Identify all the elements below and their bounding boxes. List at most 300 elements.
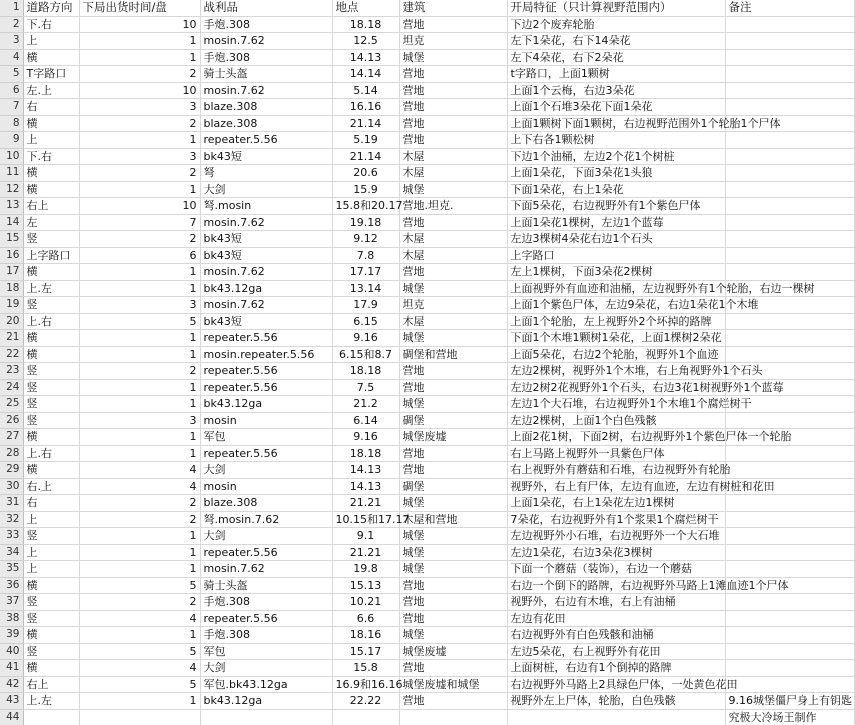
direction-cell[interactable]: 竖 — [23, 528, 79, 545]
next-time-cell[interactable]: 1 — [79, 396, 200, 413]
next-time-cell[interactable]: 2 — [79, 511, 200, 528]
notes-cell[interactable] — [725, 346, 854, 363]
notes-cell[interactable] — [725, 528, 854, 545]
header-direction[interactable]: 道路方向 — [23, 0, 79, 16]
direction-cell[interactable]: 竖 — [23, 610, 79, 627]
next-time-cell[interactable]: 1 — [79, 181, 200, 198]
loot-cell[interactable]: mosin.7.62 — [200, 297, 332, 314]
location-cell[interactable]: 15.13 — [332, 577, 399, 594]
next-time-cell[interactable]: 3 — [79, 148, 200, 165]
location-cell[interactable]: 18.18 — [332, 16, 399, 33]
features-cell[interactable]: t字路口，上面1颗树 — [507, 66, 725, 83]
location-cell[interactable]: 6.6 — [332, 610, 399, 627]
direction-cell[interactable]: 竖 — [23, 297, 79, 314]
direction-cell[interactable]: 横 — [23, 264, 79, 281]
building-cell[interactable]: 碉堡 — [399, 412, 507, 429]
features-cell[interactable] — [507, 709, 725, 725]
row-number: 21 — [0, 330, 23, 347]
notes-cell[interactable] — [725, 16, 854, 33]
features-cell[interactable]: 左边5朵花，右上视野外有花田 — [507, 643, 725, 660]
header-location[interactable]: 地点 — [332, 0, 399, 16]
location-cell[interactable]: 16.16 — [332, 99, 399, 116]
direction-cell[interactable]: 上.左 — [23, 280, 79, 297]
notes-cell[interactable] — [725, 594, 854, 611]
building-cell[interactable]: 城堡 — [399, 627, 507, 644]
loot-cell[interactable]: bk43短 — [200, 231, 332, 248]
notes-cell[interactable] — [725, 462, 854, 479]
next-time-cell[interactable]: 10 — [79, 16, 200, 33]
notes-cell[interactable] — [725, 313, 854, 330]
loot-cell[interactable]: mosin.7.62 — [200, 214, 332, 231]
next-time-cell[interactable]: 1 — [79, 379, 200, 396]
features-cell[interactable]: 7朵花，右边视野外有1个浆果1个腐烂树干 — [507, 511, 725, 528]
direction-cell[interactable]: 竖 — [23, 643, 79, 660]
building-cell[interactable]: 营地 — [399, 577, 507, 594]
notes-cell[interactable] — [725, 561, 854, 578]
direction-cell[interactable]: 竖 — [23, 379, 79, 396]
building-cell[interactable]: 木屋 — [399, 231, 507, 248]
location-cell[interactable]: 18.16 — [332, 627, 399, 644]
direction-cell[interactable]: 横 — [23, 346, 79, 363]
loot-cell[interactable]: 手炮.308 — [200, 16, 332, 33]
next-time-cell[interactable]: 1 — [79, 528, 200, 545]
next-time-cell[interactable]: 4 — [79, 610, 200, 627]
direction-cell[interactable]: 上.右 — [23, 445, 79, 462]
direction-cell[interactable]: 右 — [23, 99, 79, 116]
next-time-cell[interactable]: 1 — [79, 693, 200, 710]
loot-cell[interactable]: repeater.5.56 — [200, 379, 332, 396]
direction-cell[interactable]: 上.右 — [23, 313, 79, 330]
direction-cell[interactable]: 横 — [23, 660, 79, 677]
loot-cell[interactable]: mosin.7.62 — [200, 33, 332, 50]
location-cell[interactable]: 17.17 — [332, 264, 399, 281]
loot-cell[interactable]: mosin.7.62 — [200, 561, 332, 578]
direction-cell[interactable]: 左 — [23, 214, 79, 231]
loot-cell[interactable]: 骑士头盔 — [200, 66, 332, 83]
location-cell[interactable]: 18.18 — [332, 363, 399, 380]
notes-cell[interactable] — [725, 643, 854, 660]
loot-cell[interactable]: mosin — [200, 412, 332, 429]
features-cell[interactable]: 下面1朵花，右上1朵花 — [507, 181, 725, 198]
building-cell[interactable]: 坦克 — [399, 297, 507, 314]
location-cell[interactable]: 14.13 — [332, 49, 399, 66]
next-time-cell[interactable] — [79, 709, 200, 725]
loot-cell[interactable]: 弩.mosin — [200, 198, 332, 215]
loot-cell[interactable]: 骑士头盔 — [200, 577, 332, 594]
features-cell[interactable]: 下边1个油桶，左边2个花1个树桩 — [507, 148, 725, 165]
direction-cell[interactable]: 左.上 — [23, 82, 79, 99]
notes-cell[interactable] — [725, 82, 854, 99]
notes-cell[interactable] — [725, 198, 854, 215]
building-cell[interactable]: 木屋 — [399, 247, 507, 264]
direction-cell[interactable]: 右.上 — [23, 478, 79, 495]
next-time-cell[interactable]: 1 — [79, 561, 200, 578]
building-cell[interactable]: 城堡 — [399, 396, 507, 413]
loot-cell[interactable]: repeater.5.56 — [200, 363, 332, 380]
direction-cell[interactable]: 横 — [23, 577, 79, 594]
building-cell[interactable]: 木屋 — [399, 165, 507, 182]
next-time-cell[interactable]: 1 — [79, 280, 200, 297]
direction-cell[interactable]: 横 — [23, 165, 79, 182]
features-cell[interactable]: 上字路口 — [507, 247, 725, 264]
next-time-cell[interactable]: 4 — [79, 660, 200, 677]
features-cell[interactable]: 上下右各1颗松树 — [507, 132, 725, 149]
building-cell[interactable]: 营地.坦克. — [399, 198, 507, 215]
features-cell[interactable]: 左边视野外小石堆，右边视野外一个大石堆 — [507, 528, 725, 545]
building-cell[interactable]: 营地 — [399, 610, 507, 627]
direction-cell[interactable] — [23, 709, 79, 725]
location-cell[interactable]: 17.9 — [332, 297, 399, 314]
building-cell[interactable]: 营地 — [399, 363, 507, 380]
location-cell[interactable]: 14.13 — [332, 478, 399, 495]
notes-cell[interactable] — [725, 610, 854, 627]
building-cell[interactable]: 碉堡和营地 — [399, 346, 507, 363]
next-time-cell[interactable]: 4 — [79, 478, 200, 495]
features-cell[interactable]: 上面树桩，右边有1个倒掉的路牌 — [507, 660, 725, 677]
loot-cell[interactable]: mosin — [200, 478, 332, 495]
location-cell[interactable]: 15.8 — [332, 660, 399, 677]
header-next-time[interactable]: 下局出货时间/盘 — [79, 0, 200, 16]
building-cell[interactable]: 营地 — [399, 660, 507, 677]
direction-cell[interactable]: 竖 — [23, 231, 79, 248]
features-cell[interactable]: 上面1朵花，下面3朵花1头狼 — [507, 165, 725, 182]
next-time-cell[interactable]: 2 — [79, 594, 200, 611]
location-cell[interactable]: 21.21 — [332, 544, 399, 561]
next-time-cell[interactable]: 2 — [79, 495, 200, 512]
loot-cell[interactable]: mosin.7.62 — [200, 82, 332, 99]
next-time-cell[interactable]: 2 — [79, 231, 200, 248]
direction-cell[interactable]: 上 — [23, 544, 79, 561]
loot-cell[interactable]: repeater.5.56 — [200, 445, 332, 462]
notes-cell[interactable] — [725, 181, 854, 198]
direction-cell[interactable]: 竖 — [23, 363, 79, 380]
loot-cell[interactable]: bk43短 — [200, 247, 332, 264]
location-cell[interactable]: 15.17 — [332, 643, 399, 660]
features-cell[interactable]: 上面5朵花，右边2个轮胎，视野外1个血迹 — [507, 346, 725, 363]
features-cell[interactable]: 左边1朵花，右边3朵花3棵树 — [507, 544, 725, 561]
features-cell[interactable]: 右上视野外有蘑菇和石堆，右边视野外有轮胎 — [507, 462, 725, 479]
building-cell[interactable]: 城堡废墟 — [399, 429, 507, 446]
features-cell[interactable]: 右边视野外有白色残骸和油桶 — [507, 627, 725, 644]
notes-cell[interactable] — [725, 49, 854, 66]
direction-cell[interactable]: 右上 — [23, 676, 79, 693]
next-time-cell[interactable]: 5 — [79, 676, 200, 693]
building-cell[interactable]: 城堡 — [399, 49, 507, 66]
features-cell[interactable]: 上面1个云梅，右边3朵花 — [507, 82, 725, 99]
header-building[interactable]: 建筑 — [399, 0, 507, 16]
location-cell[interactable]: 9.1 — [332, 528, 399, 545]
loot-cell[interactable]: repeater.5.56 — [200, 330, 332, 347]
features-cell[interactable]: 上面1个石堆3朵花下面1朵花 — [507, 99, 725, 116]
location-cell[interactable]: 21.14 — [332, 115, 399, 132]
direction-cell[interactable]: 竖 — [23, 412, 79, 429]
building-cell[interactable]: 城堡 — [399, 280, 507, 297]
next-time-cell[interactable]: 2 — [79, 363, 200, 380]
features-cell[interactable]: 下面1个木堆1颗树1朵花，上面1棵树2朵花 — [507, 330, 725, 347]
next-time-cell[interactable]: 5 — [79, 643, 200, 660]
next-time-cell[interactable]: 1 — [79, 445, 200, 462]
location-cell[interactable]: 10.15和17.17 — [332, 511, 399, 528]
next-time-cell[interactable]: 1 — [79, 49, 200, 66]
building-cell[interactable]: 营地 — [399, 82, 507, 99]
location-cell[interactable]: 14.13 — [332, 462, 399, 479]
location-cell[interactable]: 16.9和16.16 — [332, 676, 399, 693]
loot-cell[interactable]: 军包 — [200, 643, 332, 660]
location-cell[interactable]: 5.14 — [332, 82, 399, 99]
notes-cell[interactable] — [725, 33, 854, 50]
next-time-cell[interactable]: 1 — [79, 627, 200, 644]
notes-cell[interactable] — [725, 660, 854, 677]
features-cell[interactable]: 下边2个废弃轮胎 — [507, 16, 725, 33]
loot-cell[interactable]: blaze.308 — [200, 99, 332, 116]
features-cell[interactable]: 上面1朵花1棵树，左边1个蓝莓 — [507, 214, 725, 231]
features-cell[interactable]: 左边1个大石堆，右边视野外1个木堆1个腐烂树干 — [507, 396, 725, 413]
location-cell[interactable]: 21.14 — [332, 148, 399, 165]
loot-cell[interactable]: bk43短 — [200, 148, 332, 165]
features-cell[interactable]: 左边2棵树，视野外1个木堆，右上角视野外1个石头 — [507, 363, 725, 380]
location-cell[interactable]: 12.5 — [332, 33, 399, 50]
direction-cell[interactable]: 竖 — [23, 396, 79, 413]
next-time-cell[interactable]: 7 — [79, 214, 200, 231]
notes-cell[interactable] — [725, 66, 854, 83]
header-features[interactable]: 开局特征（只计算视野范围内） — [507, 0, 725, 16]
next-time-cell[interactable]: 2 — [79, 115, 200, 132]
location-cell[interactable]: 15.9 — [332, 181, 399, 198]
next-time-cell[interactable]: 2 — [79, 165, 200, 182]
next-time-cell[interactable]: 1 — [79, 544, 200, 561]
loot-cell[interactable]: bk43.12ga — [200, 396, 332, 413]
next-time-cell[interactable]: 3 — [79, 99, 200, 116]
loot-cell[interactable]: 弩.mosin.7.62 — [200, 511, 332, 528]
notes-cell[interactable] — [725, 412, 854, 429]
features-cell[interactable]: 上面1个轮胎，左上视野外2个坏掉的路牌 — [507, 313, 725, 330]
notes-cell[interactable] — [725, 544, 854, 561]
location-cell[interactable]: 9.12 — [332, 231, 399, 248]
notes-cell[interactable] — [725, 231, 854, 248]
building-cell[interactable]: 碉堡 — [399, 478, 507, 495]
loot-cell[interactable]: 弩 — [200, 165, 332, 182]
location-cell[interactable]: 21.21 — [332, 495, 399, 512]
features-cell[interactable]: 视野外，右上有尸体，左边有血迹，左边有树桩和花田 — [507, 478, 725, 495]
next-time-cell[interactable]: 3 — [79, 297, 200, 314]
loot-cell[interactable]: repeater.5.56 — [200, 132, 332, 149]
loot-cell[interactable]: 手炮.308 — [200, 594, 332, 611]
loot-cell[interactable]: 手炮.308 — [200, 627, 332, 644]
notes-cell[interactable] — [725, 676, 854, 693]
direction-cell[interactable]: 上.左 — [23, 693, 79, 710]
notes-cell[interactable] — [725, 132, 854, 149]
loot-cell[interactable]: 军包.bk43.12ga — [200, 676, 332, 693]
location-cell[interactable]: 20.6 — [332, 165, 399, 182]
features-cell[interactable]: 左边2棵树，上面1个白色残骸 — [507, 412, 725, 429]
next-time-cell[interactable]: 5 — [79, 577, 200, 594]
loot-cell[interactable]: repeater.5.56 — [200, 544, 332, 561]
notes-cell[interactable]: 9.16城堡僵尸身上有钥匙 — [725, 693, 854, 710]
next-time-cell[interactable]: 3 — [79, 412, 200, 429]
direction-cell[interactable]: 下.右 — [23, 16, 79, 33]
loot-cell[interactable]: blaze.308 — [200, 115, 332, 132]
direction-cell[interactable]: 右 — [23, 495, 79, 512]
next-time-cell[interactable]: 1 — [79, 264, 200, 281]
building-cell[interactable]: 营地 — [399, 66, 507, 83]
direction-cell[interactable]: 上 — [23, 33, 79, 50]
location-cell[interactable]: 13.14 — [332, 280, 399, 297]
features-cell[interactable]: 左边3棵树4朵花右边1个石头 — [507, 231, 725, 248]
features-cell[interactable]: 上面视野外有血迹和油桶，左边视野外有1个轮胎，右边一棵树 — [507, 280, 725, 297]
loot-cell[interactable]: repeater.5.56 — [200, 610, 332, 627]
notes-cell[interactable] — [725, 214, 854, 231]
building-cell[interactable]: 营地 — [399, 99, 507, 116]
location-cell[interactable]: 22.22 — [332, 693, 399, 710]
loot-cell[interactable]: mosin.7.62 — [200, 264, 332, 281]
features-cell[interactable]: 上面1颗树下面1颗树，右边视野范围外1个轮胎1个尸体 — [507, 115, 725, 132]
direction-cell[interactable]: 横 — [23, 330, 79, 347]
building-cell[interactable]: 城堡 — [399, 561, 507, 578]
features-cell[interactable]: 左下1朵花，右下14朵花 — [507, 33, 725, 50]
building-cell[interactable]: 营地 — [399, 214, 507, 231]
next-time-cell[interactable]: 5 — [79, 313, 200, 330]
building-cell[interactable]: 木屋 — [399, 313, 507, 330]
notes-cell[interactable] — [725, 445, 854, 462]
next-time-cell[interactable]: 10 — [79, 198, 200, 215]
location-cell[interactable] — [332, 709, 399, 725]
location-cell[interactable]: 10.21 — [332, 594, 399, 611]
loot-cell[interactable]: 大剑 — [200, 462, 332, 479]
building-cell[interactable]: 城堡 — [399, 330, 507, 347]
loot-cell[interactable]: 大剑 — [200, 660, 332, 677]
features-cell[interactable]: 左边有花田 — [507, 610, 725, 627]
building-cell[interactable]: 城堡 — [399, 544, 507, 561]
direction-cell[interactable]: 横 — [23, 49, 79, 66]
building-cell[interactable]: 城堡 — [399, 495, 507, 512]
next-time-cell[interactable]: 6 — [79, 247, 200, 264]
notes-cell[interactable] — [725, 330, 854, 347]
direction-cell[interactable]: 横 — [23, 429, 79, 446]
location-cell[interactable]: 6.15和8.7 — [332, 346, 399, 363]
features-cell[interactable]: 下面5朵花，右边视野外有1个紫色尸体 — [507, 198, 725, 215]
building-cell[interactable]: 城堡 — [399, 181, 507, 198]
notes-cell[interactable] — [725, 511, 854, 528]
next-time-cell[interactable]: 1 — [79, 346, 200, 363]
building-cell[interactable] — [399, 709, 507, 725]
notes-cell[interactable] — [725, 627, 854, 644]
loot-cell[interactable]: bk43短 — [200, 313, 332, 330]
direction-cell[interactable]: T字路口 — [23, 66, 79, 83]
building-cell[interactable]: 城堡 — [399, 528, 507, 545]
next-time-cell[interactable]: 2 — [79, 66, 200, 83]
direction-cell[interactable]: 上 — [23, 561, 79, 578]
direction-cell[interactable]: 横 — [23, 462, 79, 479]
loot-cell[interactable]: 军包 — [200, 429, 332, 446]
location-cell[interactable]: 19.18 — [332, 214, 399, 231]
direction-cell[interactable]: 上 — [23, 132, 79, 149]
building-cell[interactable]: 坦克 — [399, 33, 507, 50]
building-cell[interactable]: 城堡废墟 — [399, 643, 507, 660]
loot-cell[interactable] — [200, 709, 332, 725]
direction-cell[interactable]: 横 — [23, 627, 79, 644]
location-cell[interactable]: 19.8 — [332, 561, 399, 578]
building-cell[interactable]: 营地 — [399, 16, 507, 33]
location-cell[interactable]: 7.8 — [332, 247, 399, 264]
next-time-cell[interactable]: 1 — [79, 33, 200, 50]
location-cell[interactable]: 9.16 — [332, 330, 399, 347]
features-cell[interactable]: 右边视野外马路上2具绿色尸体，一处黄色花田 — [507, 676, 725, 693]
credit-cell[interactable]: 究极大冷场王制作 — [725, 709, 854, 725]
features-cell[interactable]: 右边一个倒下的路牌，右边视野外马路上1滩血迹1个尸体 — [507, 577, 725, 594]
features-cell[interactable]: 左下4朵花，右下2朵花 — [507, 49, 725, 66]
features-cell[interactable]: 左边2树2花视野外1个石头，右边3花1树视野外1个蓝莓 — [507, 379, 725, 396]
location-cell[interactable]: 15.8和20.17 — [332, 198, 399, 215]
building-cell[interactable]: 营地 — [399, 594, 507, 611]
building-cell[interactable]: 城堡废墟和城堡 — [399, 676, 507, 693]
loot-cell[interactable]: blaze.308 — [200, 495, 332, 512]
header-notes[interactable]: 备注 — [725, 0, 854, 16]
notes-cell[interactable] — [725, 165, 854, 182]
direction-cell[interactable]: 上字路口 — [23, 247, 79, 264]
building-cell[interactable]: 营地 — [399, 115, 507, 132]
direction-cell[interactable]: 上 — [23, 511, 79, 528]
location-cell[interactable]: 21.2 — [332, 396, 399, 413]
next-time-cell[interactable]: 1 — [79, 429, 200, 446]
direction-cell[interactable]: 横 — [23, 115, 79, 132]
loot-cell[interactable]: 手炮.308 — [200, 49, 332, 66]
location-cell[interactable]: 5.19 — [332, 132, 399, 149]
header-loot[interactable]: 战利品 — [200, 0, 332, 16]
building-cell[interactable]: 营地 — [399, 462, 507, 479]
notes-cell[interactable] — [725, 247, 854, 264]
building-cell[interactable]: 木屋 — [399, 148, 507, 165]
building-cell[interactable]: 营地 — [399, 132, 507, 149]
features-cell[interactable]: 左上1棵树，下面3朵花2棵树 — [507, 264, 725, 281]
loot-cell[interactable]: 大剑 — [200, 181, 332, 198]
building-cell[interactable]: 木屋和营地 — [399, 511, 507, 528]
next-time-cell[interactable]: 1 — [79, 330, 200, 347]
next-time-cell[interactable]: 10 — [79, 82, 200, 99]
location-cell[interactable]: 6.14 — [332, 412, 399, 429]
notes-cell[interactable] — [725, 495, 854, 512]
features-cell[interactable]: 上面2花1树，下面2树，右边视野外1个紫色尸体一个轮胎 — [507, 429, 725, 446]
location-cell[interactable]: 6.15 — [332, 313, 399, 330]
direction-cell[interactable]: 下.右 — [23, 148, 79, 165]
direction-cell[interactable]: 横 — [23, 181, 79, 198]
features-cell[interactable]: 上面1朵花，右上1朵花左边1棵树 — [507, 495, 725, 512]
notes-cell[interactable] — [725, 264, 854, 281]
building-cell[interactable]: 营地 — [399, 445, 507, 462]
location-cell[interactable]: 7.5 — [332, 379, 399, 396]
loot-cell[interactable]: 大剑 — [200, 528, 332, 545]
notes-cell[interactable] — [725, 99, 854, 116]
notes-cell[interactable] — [725, 148, 854, 165]
features-cell[interactable]: 视野外，右边有木堆，右上有油桶 — [507, 594, 725, 611]
features-cell[interactable]: 上面1个紫色尸体，左边9朵花，右边1朵花1个木堆 — [507, 297, 725, 314]
direction-cell[interactable]: 右上 — [23, 198, 79, 215]
features-cell[interactable]: 右上马路上视野外一具紫色尸体 — [507, 445, 725, 462]
location-cell[interactable]: 9.16 — [332, 429, 399, 446]
features-cell[interactable]: 下面一个蘑菇（装饰），右边一个蘑菇 — [507, 561, 725, 578]
building-cell[interactable]: 营地 — [399, 693, 507, 710]
building-cell[interactable]: 营地 — [399, 264, 507, 281]
location-cell[interactable]: 18.18 — [332, 445, 399, 462]
direction-cell[interactable]: 竖 — [23, 594, 79, 611]
building-cell[interactable]: 营地 — [399, 379, 507, 396]
loot-cell[interactable]: bk43.12ga — [200, 693, 332, 710]
loot-cell[interactable]: mosin.repeater.5.56 — [200, 346, 332, 363]
location-cell[interactable]: 14.14 — [332, 66, 399, 83]
next-time-cell[interactable]: 1 — [79, 132, 200, 149]
loot-cell[interactable]: bk43.12ga — [200, 280, 332, 297]
features-cell[interactable]: 视野外左上尸体，轮胎，白色残骸 — [507, 693, 725, 710]
next-time-cell[interactable]: 4 — [79, 462, 200, 479]
